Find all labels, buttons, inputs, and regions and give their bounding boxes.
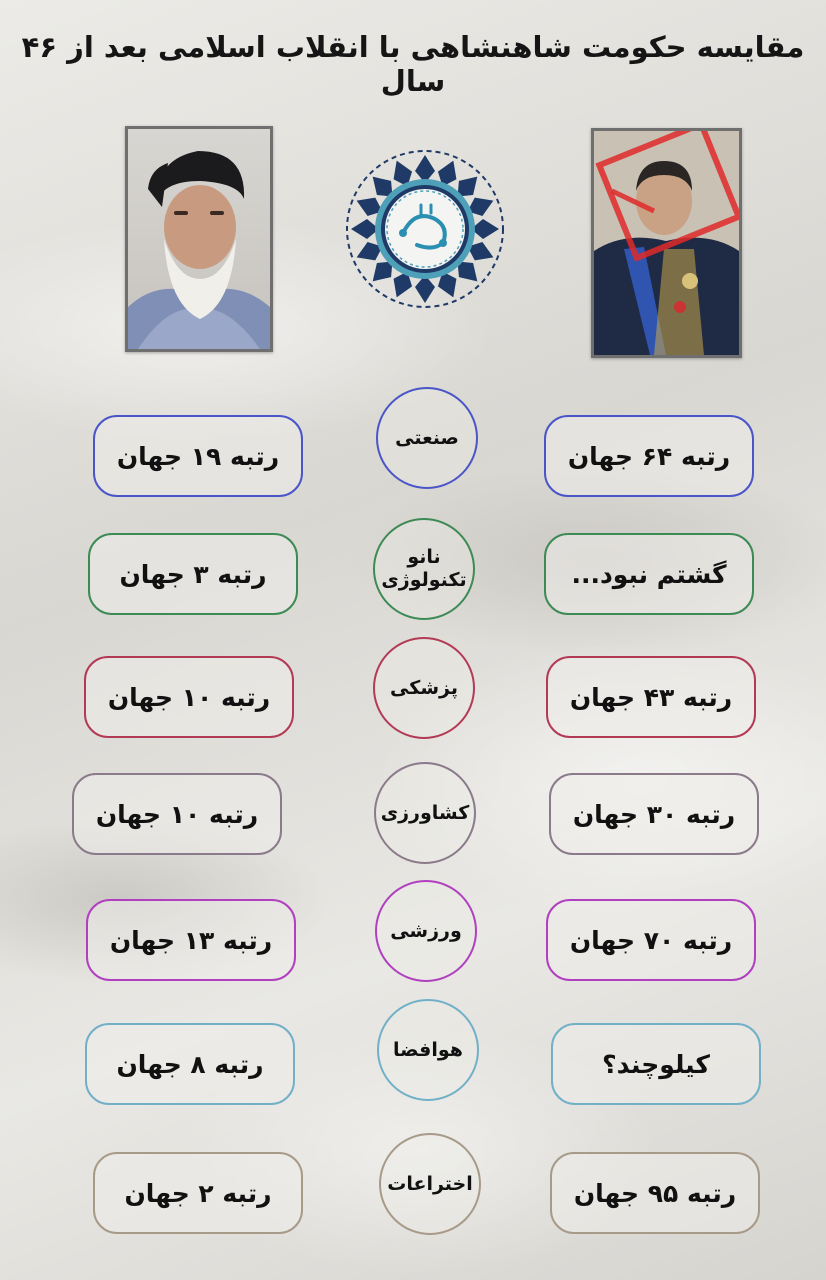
category-circle: کشاورزی [374, 762, 476, 864]
right-rank-box: گشتم نبود... [544, 533, 754, 615]
right-rank-box: رتبه ۴۳ جهان [546, 656, 756, 738]
left-portrait-image [125, 126, 273, 352]
category-circle: پزشکی [373, 637, 475, 739]
right-portrait-image [591, 128, 742, 358]
left-rank-box: رتبه ۱۳ جهان [86, 899, 296, 981]
left-rank-box: رتبه ۲ جهان [93, 1152, 303, 1234]
left-rank-box: رتبه ۱۰ جهان [84, 656, 294, 738]
category-circle: هوافضا [377, 999, 479, 1101]
category-circle: نانو تکنولوژی [373, 518, 475, 620]
right-rank-box: کیلوچند؟ [551, 1023, 761, 1105]
right-rank-box: رتبه ۶۴ جهان [544, 415, 754, 497]
right-rank-box: رتبه ۷۰ جهان [546, 899, 756, 981]
category-circle: صنعتی [376, 387, 478, 489]
left-rank-box: رتبه ۱۹ جهان [93, 415, 303, 497]
rosette-logo [344, 148, 506, 310]
left-rank-box: رتبه ۱۰ جهان [72, 773, 282, 855]
right-rank-box: رتبه ۳۰ جهان [549, 773, 759, 855]
left-rank-box: رتبه ۸ جهان [85, 1023, 295, 1105]
category-circle: ورزشی [375, 880, 477, 982]
right-rank-box: رتبه ۹۵ جهان [550, 1152, 760, 1234]
category-circle: اختراعات [379, 1133, 481, 1235]
page-title: مقایسه حکومت شاهنشاهی با انقلاب اسلامی بعد از ۴۶ سال [21, 30, 805, 98]
left-rank-box: رتبه ۳ جهان [88, 533, 298, 615]
